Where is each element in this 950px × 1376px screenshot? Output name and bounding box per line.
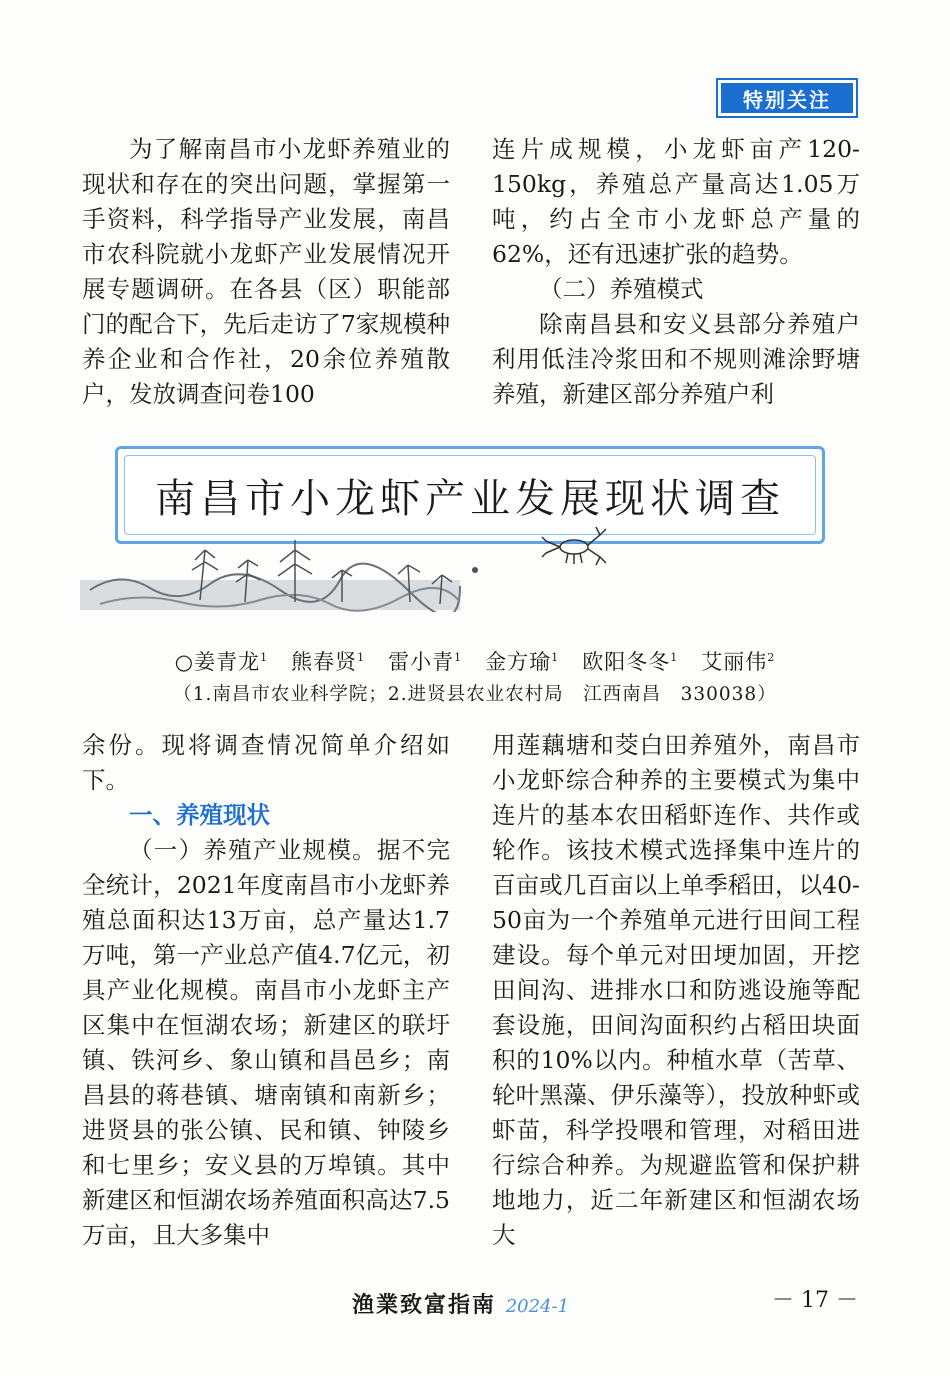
author-line	[0, 646, 950, 676]
intro-paragraph-end: 余份。现将调查情况简单介绍如下。	[82, 731, 450, 794]
author-affil-index: 1	[260, 651, 269, 664]
title-frame-inner	[124, 455, 816, 535]
mode-paragraph-continued: 用莲藕塘和茭白田养殖外，南昌市小龙虾综合种养的主要模式为集中连片的基本农田稻虾连作、共作或轮作。该技术模式选择集中连片的百亩或几百亩以上单季稻田，以40-50亩为一个养殖单元进行田间工程建设。每个单元对田埂加固，开挖田间沟、进排水口和防逃设施等配套设施，田间沟面积约占稻田块面积的10%以内。种植水草（苦草、轮叶黑藻、伊乐藻等），投放种虾或虾苗，科学投喂和管理，对稻田进行综合种养。为规避监管和保护耕地地力，近二年新建区和恒湖农场大	[492, 731, 860, 1249]
page-number: － 17 －	[772, 1288, 858, 1313]
journal-footer	[352, 1288, 569, 1319]
top-left-column	[82, 132, 450, 412]
author-affil-index: 1	[670, 651, 679, 664]
landscape-sketch-illustration	[80, 540, 480, 612]
author-name: 雷小青	[388, 650, 455, 674]
bottom-right-column	[492, 728, 860, 1253]
scale-continued-paragraph: 连片成规模，小龙虾亩产120-150kg，养殖总产量高达1.05万吨，约占全市小龙虾总产量的62%，还有迅速扩张的趋势。	[492, 135, 860, 268]
scale-paragraph	[82, 833, 450, 1253]
author-name: 欧阳冬冬	[582, 650, 671, 674]
mode-subheading: （二）养殖模式	[539, 275, 704, 303]
bottom-left-column	[82, 728, 450, 1253]
title-frame	[115, 446, 825, 544]
mode-paragraph-start: 除南昌县和安义县部分养殖户利用低洼冷浆田和不规则滩涂野塘养殖，新建区部分养殖户利	[492, 310, 860, 408]
intro-paragraph: 为了解南昌市小龙虾养殖业的现状和存在的突出问题，掌握第一手资料，科学指导产业发展，南昌市农科院就小龙虾产业发展情况开展专题调研。在各县（区）职能部门的配合下，先后走访了7家规模种养企业和合作社，20余位养殖散户，发放调查问卷100	[82, 135, 450, 408]
scale-paragraph-text: 据不完全统计，2021年度南昌市小龙虾养殖总面积达13万亩，总产量达1.7万吨，第一产业总产值4.7亿元，初具产业化规模。南昌市小龙虾主产区集中在恒湖农场；新建区的联圩镇、铁河乡、象山镇和昌邑乡；南昌县的蒋巷镇、塘南镇和南新乡；进贤县的张公镇、民和镇、钟陵乡和七里乡；安义县的万埠镇。其中新建区和恒湖农场养殖面积高达7.5万亩，且大多集中	[82, 836, 451, 1249]
author-affil-index: 1	[357, 651, 366, 664]
journal-name: 渔業致富指南	[352, 1292, 497, 1318]
journal-issue: 2024-1	[505, 1296, 570, 1317]
section-badge-label: 特别关注	[721, 83, 853, 113]
section-badge	[716, 78, 858, 118]
author-affil-index: 2	[767, 651, 776, 664]
author-affil-index: 1	[551, 651, 560, 664]
author-name: 金方瑜	[485, 650, 552, 674]
author-name: 熊春贤	[291, 650, 358, 674]
top-right-column	[492, 132, 860, 412]
article-title: 南昌市小龙虾产业发展现状调查	[155, 475, 785, 522]
affiliation-line: （1.南昌市农业科学院；2.进贤县农业农村局 江西南昌 330038）	[173, 684, 777, 705]
author-name: 艾丽伟	[701, 650, 768, 674]
author-affil-index: 1	[454, 651, 463, 664]
crayfish-icon	[540, 523, 610, 567]
section-heading: 一、养殖现状	[129, 801, 270, 829]
author-marker: ○	[174, 650, 195, 674]
author-name: 姜青龙	[194, 650, 261, 674]
scale-subheading: （一）养殖产业规模。	[129, 836, 377, 864]
